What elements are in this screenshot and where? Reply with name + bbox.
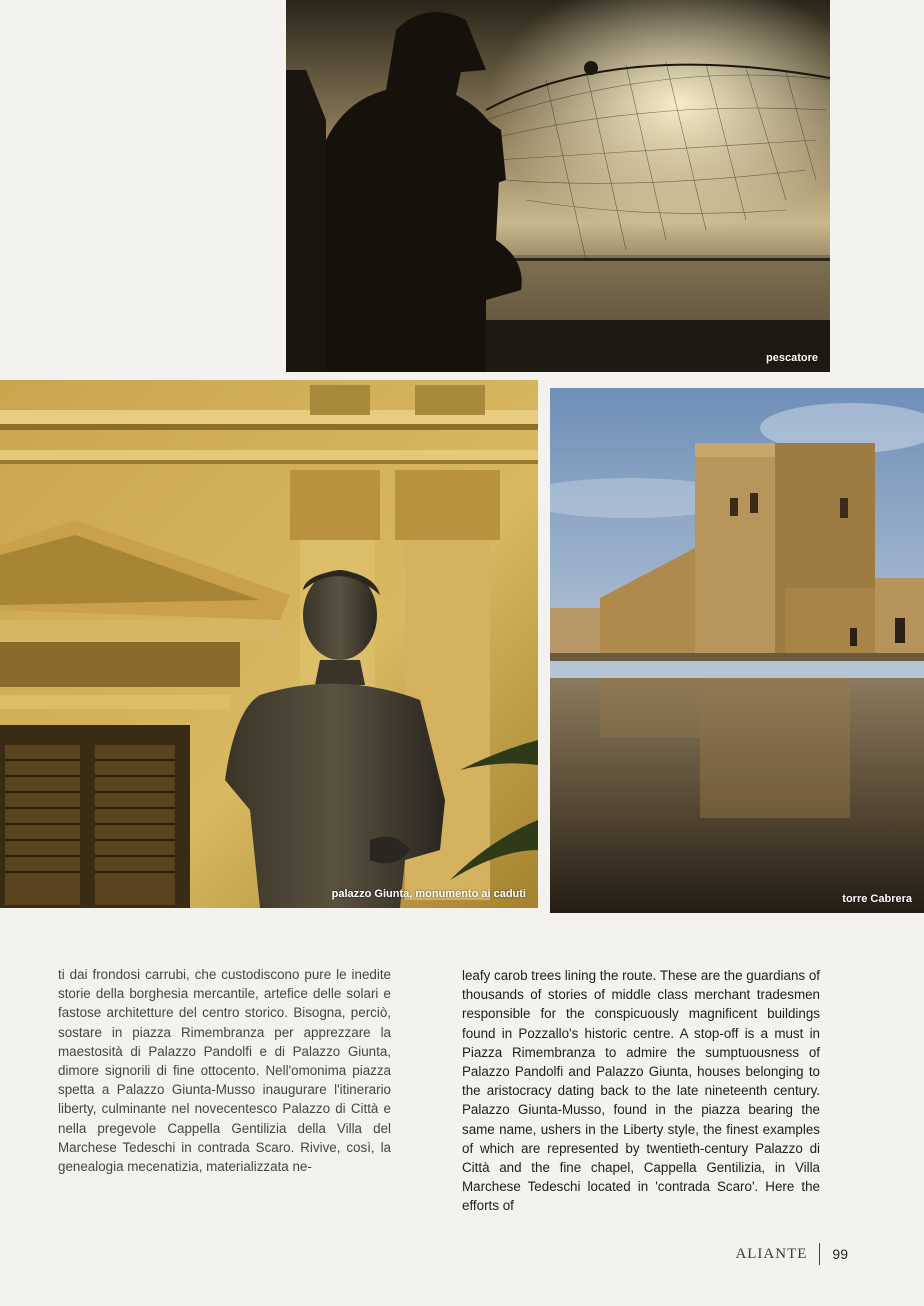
tower-image [550, 388, 924, 913]
fisherman-image [286, 0, 830, 372]
photo-fisherman [286, 0, 830, 372]
photo-torre-cabrera [550, 388, 924, 913]
page-footer [735, 1243, 848, 1265]
page-number: 99 [832, 1246, 848, 1262]
photo-caption-palazzo: palazzo Giunta, monumento ai caduti [331, 888, 526, 900]
article-text-italian: ti dai frondosi carrubi, che custodiscono pure le inedite storie della borghesia mercantile, artefice delle solari e fastose architetture del centro storico. Bisogna, perciò, sostare in piazza Rimembranza per apprezzare la maestosità di Palazzo Pandolfi e di Palazzo Giunta, dimore signorili di fine ottocento. Nell'omonima piazza spetta a Palazzo Giunta-Musso inaugurare l'itinerario liberty, culminante nel novecentesco Palazzo di Città e nella pregevole Cappella Gentilizia della Villa del Marchese Tedeschi in contrada Scaro. Rivive, così, la genealogia mecenatizia, materializzata ne- [58, 967, 391, 1175]
footer-divider [819, 1243, 820, 1265]
magazine-brand: ALIANTE [735, 1245, 808, 1262]
palazzo-image [0, 380, 538, 908]
photo-caption-tower: torre Cabrera [842, 893, 912, 905]
article-text-english: leafy carob trees lining the route. These are the guardians of thousands of stories of middle class merchant tradesmen responsible for the conspicuously magnificent buildings found in Pozzallo's historic centre. A stop-off is a must in Piazza Rimembranza to admire the sumptuousness of Palazzo Pandolfi and Palazzo Giunta, houses belonging to the aristocracy dating back to the late nineteenth century. Palazzo Giunta-Musso, found in the piazza bearing the same name, ushers in the Liberty style, the finest examples of which are represented by twentieth-century Palazzo di Città and the fine chapel, Cappella Gentilizia, in Villa Marchese Tedeschi located in 'contrada Scaro'. Here the efforts of [462, 968, 820, 1214]
photo-palazzo-giunta [0, 380, 538, 908]
photo-caption-fisherman: pescatore [766, 352, 818, 364]
